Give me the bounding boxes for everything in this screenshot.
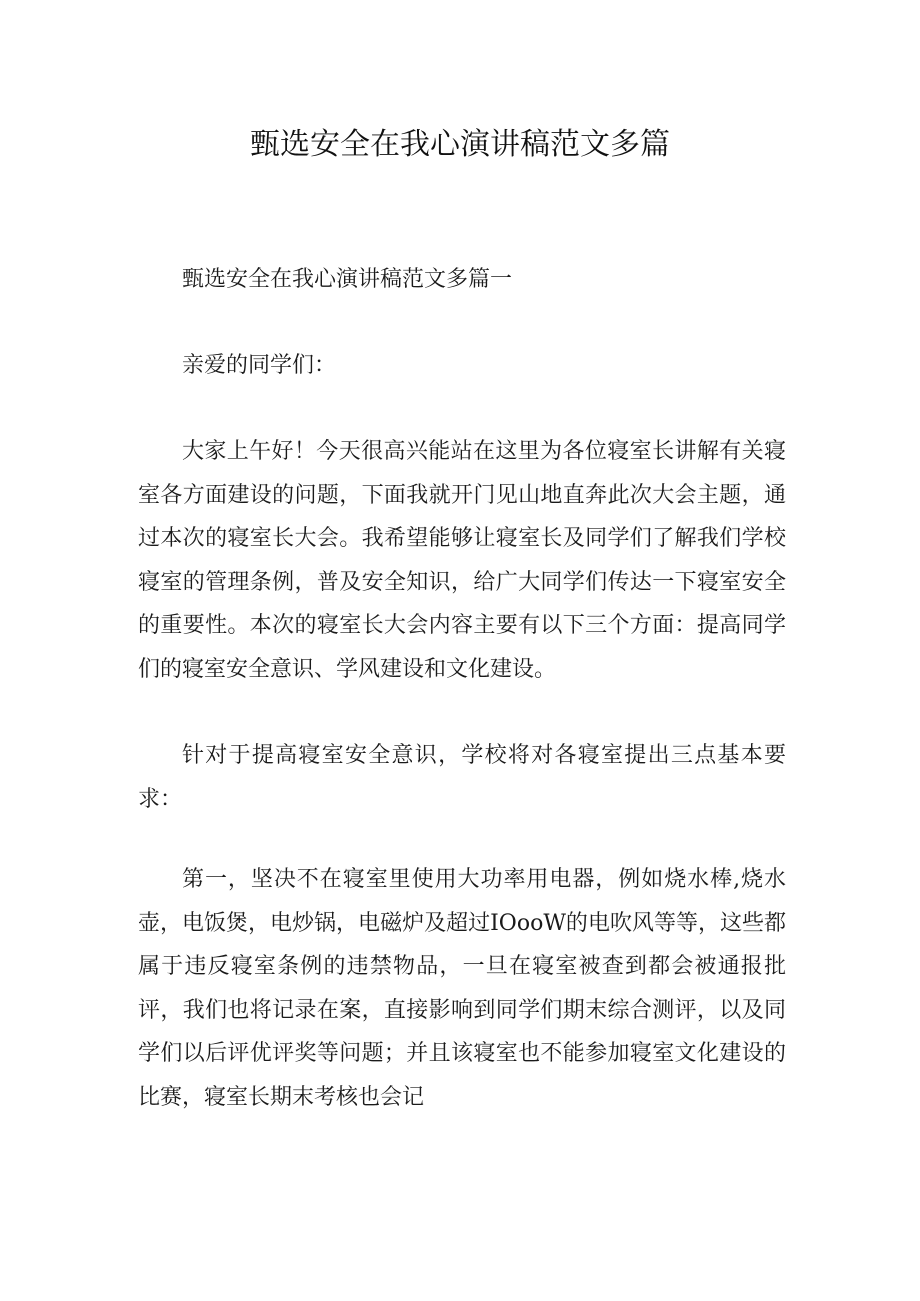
document-title: 甄选安全在我心演讲稿范文多篇 (250, 127, 670, 162)
greeting (138, 344, 786, 388)
paragraph-first-point (138, 858, 786, 1119)
section-heading-text: 甄选安全在我心演讲稿范文多篇一 (182, 267, 513, 292)
section-heading (138, 258, 786, 302)
greeting-text: 亲爱的同学们： (182, 353, 337, 378)
paragraph-requirements (138, 734, 786, 821)
paragraph-text: 大家上午好！今天很高兴能站在这里为各位寝室长讲解有关寝室各方面建设的问题，下面我就开门见山地直奔此次大会主题，通过本次的寝室长大会。我希望能够让寝室长及同学们了解我们学校寝室的管理条例，普及安全知识，给广大同学们传达一下寝室安全的重要性。本次的寝室长大会内容主要有以下三个方面：提高同学们的寝室安全意识、学风建设和文化建设。 (138, 439, 786, 682)
paragraph-intro (138, 430, 786, 691)
paragraph-text: 针对于提高寝室安全意识，学校将对各寝室提出三点基本要求： (138, 743, 786, 812)
paragraph-text: 第一，坚决不在寝室里使用大功率用电器，例如烧水棒,烧水壶，电饭煲，电炒锅，电磁炉及超过IOooW的电吹风等等，这些都属于违反寝室条例的违禁物品，一旦在寝室被查到都会被通报批评，我们也将记录在案，直接影响到同学们期末综合测评，以及同学们以后评优评奖等问题；并且该寝室也不能参加寝室文化建设的比赛，寝室长期末考核也会记 (138, 867, 786, 1110)
